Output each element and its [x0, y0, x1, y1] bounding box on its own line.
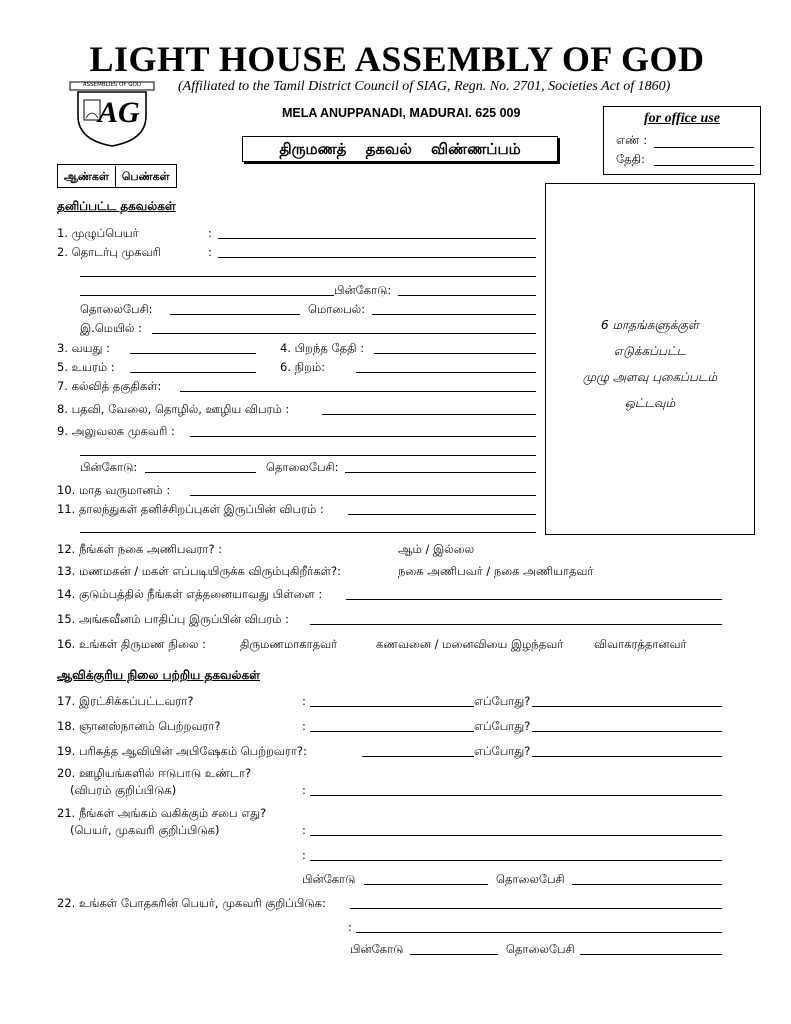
education-line[interactable] [180, 391, 536, 392]
phone-line[interactable] [170, 314, 300, 315]
q21-pincode-label: பின்கோடு [302, 872, 356, 886]
form-title: திருமணத் தகவல் விண்ணப்பம் [242, 136, 558, 162]
email-label: இ.மெயில் : [80, 321, 142, 335]
q20-label: 20. ஊழியங்களில் ஈடுபாடு உண்டா? [57, 766, 252, 780]
q11-label: 11. தாலந்துகள் தனிச்சிறப்புகள் இருப்பின் விபரம் : [57, 502, 324, 516]
q21-line-2[interactable] [310, 860, 722, 861]
gender-box [57, 164, 177, 188]
office-phone-label: தொலைபேசி: [266, 460, 339, 474]
office-date-line[interactable] [654, 165, 754, 166]
q18-label: 18. ஞானஸ்நானம் பெற்றவரா? [57, 719, 221, 733]
office-address-line-2[interactable] [80, 455, 536, 456]
email-line[interactable] [152, 333, 536, 334]
q1-colon: : [208, 226, 212, 240]
q2-line-1[interactable] [218, 257, 536, 258]
height-line[interactable] [130, 372, 256, 373]
q21-phone-label: தொலைபேசி [496, 872, 565, 886]
q22-label: 22. உங்கள் போதகரின் பெயர், முகவரி குறிப்பிடுக: [57, 896, 326, 910]
q20-colon: : [302, 783, 306, 797]
q13-options[interactable]: நகை அணிபவர் / நகை அணியாதவர் [398, 564, 594, 578]
address-text: MELA ANUPPANADI, MADURAI. 625 009 [282, 106, 521, 120]
q17-when: எப்போது? [474, 694, 531, 708]
q10-label: 10. மாத வருமானம் : [57, 483, 171, 497]
ag-logo [68, 80, 156, 148]
q16-option-divorced[interactable]: விவாகரத்தானவர் [594, 637, 687, 651]
photo-line-4: ஒட்டவும் [624, 396, 676, 410]
q18-when-line[interactable] [532, 731, 722, 732]
q14-line[interactable] [346, 599, 722, 600]
q2-colon: : [208, 245, 212, 259]
office-address-line-1[interactable] [190, 436, 536, 437]
q1-line[interactable] [218, 238, 536, 239]
q21-sub: (பெயர், முகவரி குறிப்பிடுக) [70, 823, 220, 837]
q14-label: 14. குடும்பத்தில் நீங்கள் எத்தனையாவது பிள்ளை : [57, 587, 323, 601]
q18-line[interactable] [310, 731, 474, 732]
office-use-box [603, 106, 761, 175]
talents-line-2[interactable] [80, 532, 536, 533]
q2-label: 2. தொடர்பு முகவரி [57, 245, 161, 259]
q17-colon: : [302, 694, 306, 708]
q21-colon-1: : [302, 823, 306, 837]
photo-line-1: 6 மாதங்களுக்குள் [601, 318, 699, 332]
q8-label: 8. பதவி, வேலை, தொழில், ஊழிய விபரம் : [57, 402, 290, 416]
q9-label: 9. அலுவலக முகவரி : [57, 424, 175, 438]
q17-when-line[interactable] [532, 706, 722, 707]
occupation-line[interactable] [322, 414, 536, 415]
q15-line[interactable] [310, 624, 722, 625]
office-pincode-line[interactable] [145, 472, 256, 473]
office-date-label: தேதி: [616, 152, 645, 166]
q19-when: எப்போது? [474, 744, 531, 758]
office-pincode-label: பின்கோடு: [80, 460, 138, 474]
gender-male[interactable]: ஆண்கள் [58, 166, 116, 188]
photo-line-2: எடுக்கப்பட்ட [613, 344, 687, 358]
q18-colon: : [302, 719, 306, 733]
q21-label: 21. நீங்கள் அங்கம் வகிக்கும் சபை எது? [57, 806, 267, 820]
q2-line-2[interactable] [80, 276, 536, 277]
q4-label: 4. பிறந்த தேதி : [280, 341, 365, 355]
q5-label: 5. உயரம் : [57, 360, 115, 374]
pincode-label: பின்கோடு: [334, 283, 392, 297]
income-line[interactable] [190, 495, 536, 496]
q19-when-line[interactable] [532, 756, 722, 757]
q20-line[interactable] [310, 795, 722, 796]
q20-sub: (விபரம் குறிப்பிடுக) [70, 783, 177, 797]
office-number-label: எண் : [616, 133, 648, 147]
office-number-line[interactable] [654, 147, 754, 148]
q17-label: 17. இரட்சிக்கப்பட்டவரா? [57, 694, 194, 708]
q22-line-1[interactable] [350, 908, 722, 909]
q1-label: 1. முழுப்பெயர் [57, 226, 139, 240]
office-phone-line[interactable] [345, 472, 536, 473]
q21-phone-line[interactable] [572, 884, 722, 885]
office-use-heading: for office use [644, 111, 720, 126]
q22-line-2[interactable] [356, 932, 722, 933]
q18-when: எப்போது? [474, 719, 531, 733]
mobile-line[interactable] [372, 314, 536, 315]
q21-line-1[interactable] [310, 835, 722, 836]
personal-section-title: தனிப்பட்ட தகவல்கள் [57, 199, 176, 213]
logo-letters: AG [98, 96, 140, 129]
q13-label: 13. மணமகன் / மகள் எப்படியிருக்க விரும்புகிறீர்கள்?: [57, 564, 341, 578]
q16-option-widowed[interactable]: கணவனை / மனைவியை இழந்தவர் [376, 637, 564, 651]
q16-label: 16. உங்கள் திருமண நிலை : [57, 637, 206, 651]
q17-line[interactable] [310, 706, 474, 707]
pincode-line[interactable] [398, 295, 536, 296]
q22-colon: : [348, 920, 352, 934]
q12-label: 12. நீங்கள் நகை அணிபவரா? : [57, 542, 223, 556]
q19-line[interactable] [362, 756, 474, 757]
q21-colon-2: : [302, 848, 306, 862]
q16-option-unmarried[interactable]: திருமணமாகாதவர் [240, 637, 338, 651]
q22-phone-label: தொலைபேசி [506, 942, 575, 956]
affiliation-text: (Affiliated to the Tamil District Council of SIAG, Regn. No. 2701, Societies Act of 1860) [178, 79, 671, 94]
q22-phone-line[interactable] [580, 954, 722, 955]
q2-line-3[interactable] [80, 295, 334, 296]
phone-label: தொலைபேசி: [80, 302, 153, 316]
complexion-line[interactable] [356, 372, 536, 373]
q7-label: 7. கல்வித் தகுதிகள்: [57, 379, 162, 393]
spiritual-section-title: ஆவிக்குரிய நிலை பற்றிய தகவல்கள் [57, 668, 260, 682]
q12-options[interactable]: ஆம் / இல்லை [398, 542, 475, 556]
q22-pincode-line[interactable] [410, 954, 498, 955]
q21-pincode-line[interactable] [364, 884, 488, 885]
org-name: LIGHT HOUSE ASSEMBLY OF GOD [89, 39, 705, 79]
q19-label: 19. பரிசுத்த ஆவியின் அபிஷேகம் பெற்றவரா?: [57, 744, 307, 758]
q6-label: 6. நிறம்: [280, 360, 326, 374]
mobile-label: மொபைல்: [308, 302, 366, 316]
q22-pincode-label: பின்கோடு [350, 942, 404, 956]
photo-line-3: முழு அளவு புகைப்படம் [582, 370, 718, 384]
q3-label: 3. வயது : [57, 341, 110, 355]
logo-top-text: ASSEMBLIES OF GOD [82, 82, 142, 88]
q15-label: 15. அங்கவீனம் பாதிப்பு இருப்பின் விபரம் : [57, 612, 290, 626]
gender-female[interactable]: பெண்கள் [121, 170, 170, 183]
photo-box [545, 183, 755, 535]
dob-line[interactable] [374, 353, 536, 354]
talents-line-1[interactable] [348, 514, 536, 515]
age-line[interactable] [130, 353, 256, 354]
